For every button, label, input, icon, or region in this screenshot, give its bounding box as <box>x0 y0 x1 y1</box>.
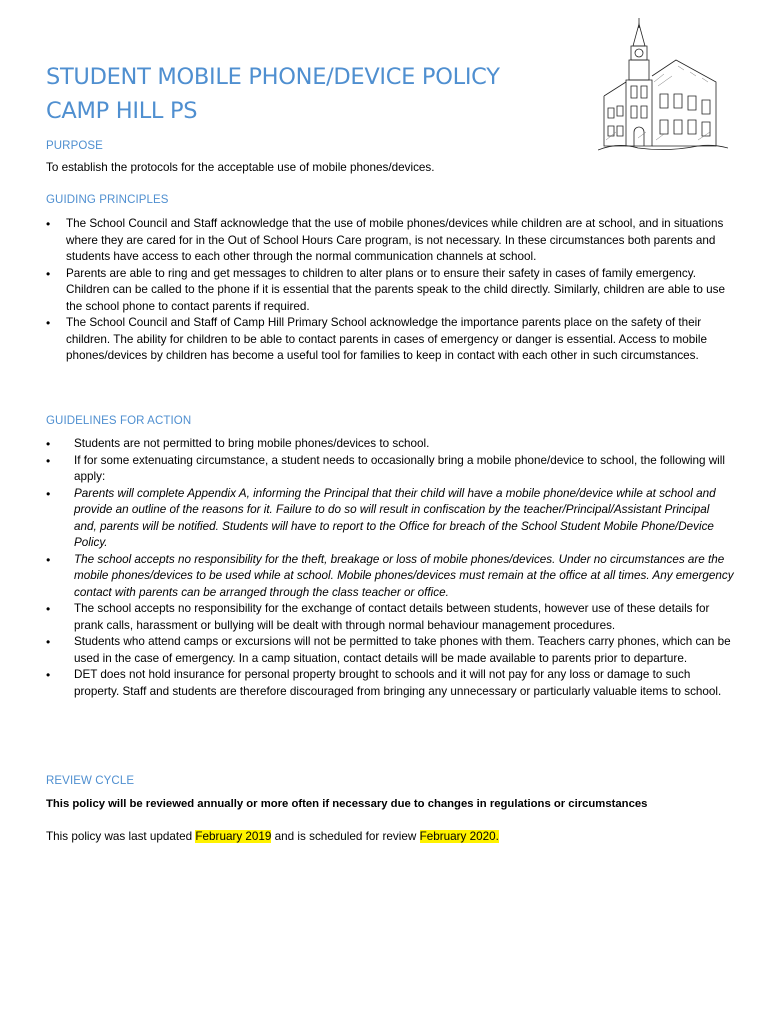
update-note <box>46 829 499 846</box>
list-item: • Parents will complete Appendix A, informing the Principal that their child will have a mobile phone/device while at school and provide an outline of the reasons for it. Failure to do so will result in confiscation by the teacher/Principal/Assistant Principal and, parents will be notified. Students will have to report to the Office for breach of the School Student Mobile Phone/Device Policy. <box>74 486 734 552</box>
list-item: • The school accepts no responsibility for the exchange of contact details between students, however use of these details for prank calls, harassment or bullying will be dealt with through normal behaviour management procedures. <box>74 601 734 634</box>
list-item: • The school accepts no responsibility for the theft, breakage or loss of mobile phones/devices. Under no circumstances are the mobile phones/devices to be used while at school. Mobile phones/devices must remain at the office at all times. Any emergency contact with parents can be arranged through the class teacher or office. <box>74 552 734 602</box>
review-statement: This policy will be reviewed annually or more often if necessary due to changes in regulations or circumstances <box>46 798 648 810</box>
purpose-heading: PURPOSE <box>46 140 103 152</box>
list-item: • Students who attend camps or excursions will not be permitted to take phones with them. Teachers carry phones, which can be used in the case of emergency. In a camp situation, contact details will be made available to parents prior to departure. <box>74 634 734 667</box>
title-line-2: CAMP HILL PS <box>46 98 198 124</box>
title-line-1: STUDENT MOBILE PHONE/DEVICE POLICY <box>46 64 500 90</box>
list-item: • Parents are able to ring and get messages to children to alter plans or to ensure their safety in cases of family emergency. Children can be called to the phone if it is essential that the parents speak to the child directly. Similarly, children are able to use the school phone to contact parents if required. <box>66 266 730 316</box>
purpose-text: To establish the protocols for the acceptable use of mobile phones/devices. <box>46 161 435 174</box>
update-middle: and is scheduled for review <box>271 830 420 843</box>
list-item: • The School Council and Staff of Camp Hill Primary School acknowledge the importance parents place on the safety of their children. The ability for children to be able to contact parents in cases of emergency or danger is essential. Access to mobile phones/devices by children has become a useful tool for families to keep in contact with each other in such circumstances. <box>66 315 730 365</box>
school-building-logo <box>598 16 728 152</box>
next-review-date: February 2020. <box>419 830 499 843</box>
review-cycle-heading: REVIEW CYCLE <box>46 775 135 787</box>
update-prefix: This policy was last updated <box>46 830 196 843</box>
guiding-principles-heading: GUIDING PRINCIPLES <box>46 194 169 206</box>
guidelines-list <box>74 436 734 700</box>
list-item: • The School Council and Staff acknowledge that the use of mobile phones/devices while children are at school, and in situations where they are cared for in the Out of School Hours Care program, is not necessary. In these circumstances both parents and students have access to each other through the normal communication channels at school. <box>66 216 730 266</box>
guiding-principles-list <box>66 216 730 365</box>
list-item: • DET does not hold insurance for personal property brought to schools and it will not pay for any loss or damage to such property. Staff and students are therefore discouraged from bringing any unnecessary or particularly valuable items to school. <box>74 667 734 700</box>
page-title <box>46 60 586 128</box>
list-item: • Students are not permitted to bring mobile phones/devices to school. <box>74 436 734 453</box>
list-item: • If for some extenuating circumstance, a student needs to occasionally bring a mobile phone/device to school, the following will apply: <box>74 453 734 486</box>
guidelines-heading: GUIDELINES FOR ACTION <box>46 415 192 427</box>
last-updated-date: February 2019 <box>195 830 272 843</box>
